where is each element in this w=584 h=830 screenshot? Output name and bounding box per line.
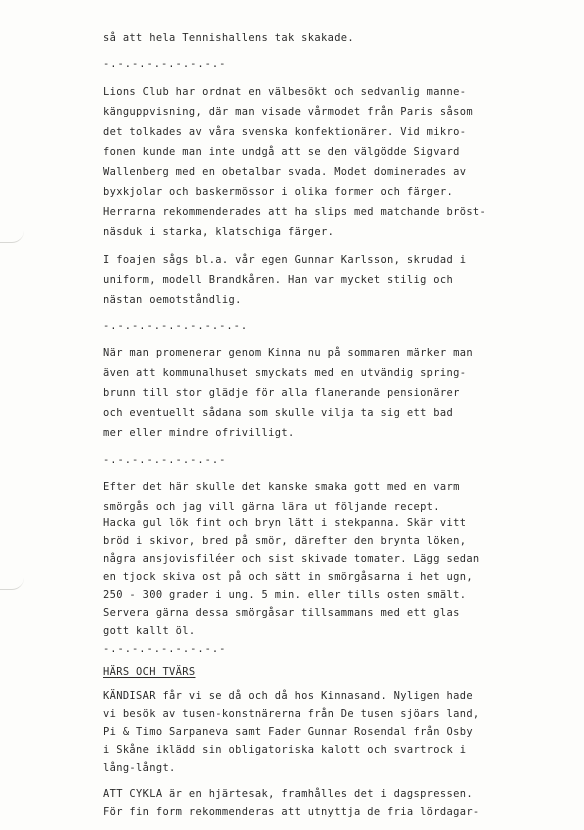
text-line: Herrarna rekommenderades att ha slips med matchande bröst- xyxy=(103,206,487,218)
text-line: uniform, modell Brandkåren. Han var mycket stilig och xyxy=(103,274,454,286)
text-line: bröd i skivor, bred på smör, därefter den brynta löken, xyxy=(103,535,467,547)
text-line: 250 - 300 grader i ung. 5 min. eller tills osten smält. xyxy=(103,589,467,601)
text-line: även att kommunalhuset smyckats med en utvändig spring- xyxy=(103,367,467,379)
separator-line: -.-.-.-.-.-.-.-.-.-. xyxy=(103,320,249,332)
text-line: mer eller mindre ofrivilligt. xyxy=(103,427,295,439)
text-line: känguppvisning, där man visade vårmodet från Paris såsom xyxy=(103,106,473,118)
separator-line: -.-.-.-.-.-.-.-.- xyxy=(103,643,227,655)
text-line: När man promenerar genom Kinna nu på sommaren märker man xyxy=(103,347,473,359)
text-line: gott kallt öl. xyxy=(103,625,196,637)
section-heading: HÄRS OCH TVÄRS xyxy=(103,666,196,678)
text-line: I foajen sågs bl.a. vår egen Gunnar Karlsson, skrudad i xyxy=(103,254,467,266)
binder-hole-mark xyxy=(0,571,24,590)
text-line: Lions Club har ordnat en välbesökt och sedvanlig manne- xyxy=(103,86,467,98)
text-line: brunn till stor glädje för alla flanerande pensionärer xyxy=(103,387,460,399)
text-line: några ansjovisfiléer och sist skivade tomater. Lägg sedan xyxy=(103,553,480,565)
separator-line: -.-.-.-.-.-.-.-.- xyxy=(103,454,227,466)
text-line: näsduk i starka, klatschiga färger. xyxy=(103,226,335,238)
text-line: lång-långt. xyxy=(103,762,176,774)
text-line: i Skåne iklädd sin obligatoriska kalott och svartrock i xyxy=(103,744,467,756)
text-line: KÄNDISAR får vi se då och då hos Kinnasand. Nyligen hade xyxy=(103,690,473,702)
text-line: smörgås och jag vill gärna lära ut följande recept. xyxy=(103,501,440,513)
text-line: Servera gärna dessa smörgåsar tillsammans med ett glas xyxy=(103,607,460,619)
text-line: Efter det här skulle det kanske smaka gott med en varm xyxy=(103,481,460,493)
text-line: och eventuellt sådana som skulle vilja ta sig ett bad xyxy=(103,407,454,419)
text-line: en tjock skiva ost på och sätt in smörgåsarna i het ugn, xyxy=(103,571,473,583)
text-line: det tolkades av våra svenska konfektionärer. Vid mikro- xyxy=(103,126,467,138)
text-line: Hacka gul lök fint och bryn lätt i stekpanna. Skär vitt xyxy=(103,517,467,529)
text-line: ATT CYKLA är en hjärtesak, framhålles det i dagspressen. xyxy=(103,788,473,800)
text-line: nästan oemotståndlig. xyxy=(103,294,242,306)
binder-hole-mark xyxy=(0,224,24,243)
text-line: så att hela Tennishallens tak skakade. xyxy=(103,32,355,44)
text-line: byxkjolar och baskermössor i olika former och färger. xyxy=(103,186,454,198)
text-line: fonen kunde man inte undgå att se den välgödde Sigvard xyxy=(103,146,460,158)
separator-line: -.-.-.-.-.-.-.-.- xyxy=(103,58,227,70)
text-line: För fin form rekommenderas att utnyttja de fria lördagar- xyxy=(103,806,480,818)
text-line: Pi & Timo Sarpaneva samt Fader Gunnar Rosendal från Osby xyxy=(103,726,473,738)
text-line: vi besök av tusen-konstnärerna från De tusen sjöars land, xyxy=(103,708,480,720)
text-line: Wallenberg med en obetalbar svada. Modet dominerades av xyxy=(103,166,467,178)
